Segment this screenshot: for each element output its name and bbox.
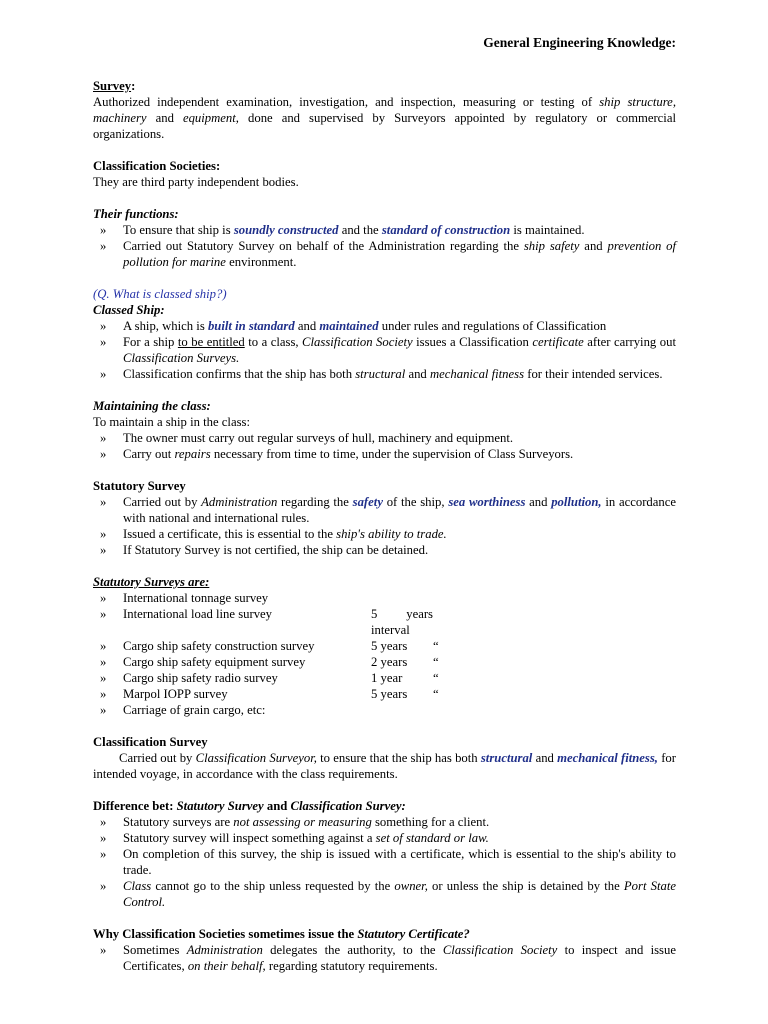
- survey-row: [93, 638, 676, 654]
- survey-definition: Authorized independent examination, investigation, and inspection, measuring or testing of ship structure, machinery and equipment, done and supervised by Surveyors appointed by regulatory or commercial organizations.: [93, 95, 676, 141]
- survey-row: [93, 590, 676, 606]
- classification-societies-heading: Classification Societies:: [93, 159, 221, 173]
- list-item: » The owner must carry out regular surveys of hull, machinery and equipment.: [93, 430, 676, 446]
- survey-ditto: “: [433, 639, 439, 653]
- survey-name: » Cargo ship safety equipment survey: [123, 655, 306, 669]
- survey-name: » Cargo ship safety construction survey: [123, 639, 315, 653]
- survey-row: [93, 702, 676, 718]
- survey-row: [93, 606, 676, 638]
- list-item: » On completion of this survey, the ship is issued with a certificate, which is essential to the ship's ability to trade.: [93, 846, 676, 878]
- maintaining-class-heading: Maintaining the class:: [93, 399, 211, 413]
- list-item: » Issued a certificate, this is essential to the ship's ability to trade.: [93, 526, 676, 542]
- statutory-survey-list: [93, 494, 676, 558]
- survey-row: [93, 686, 676, 702]
- survey-heading: Survey:: [93, 79, 136, 93]
- classification-survey-text: Carried out by Classification Surveyor, to ensure that the ship has both structural and mechanical fitness, for intended voyage, in accordance with the class requirements.: [93, 751, 677, 781]
- page-header: General Engineering Knowledge:: [483, 35, 676, 50]
- list-item: » Carried out Statutory Survey on behalf of the Administration regarding the ship safety and prevention of pollution for marine environment.: [93, 238, 676, 270]
- maintaining-class-intro: To maintain a ship in the class:: [93, 415, 250, 429]
- list-item: » Statutory survey will inspect something against a set of standard or law.: [93, 830, 676, 846]
- classification-survey-heading: Classification Survey: [93, 735, 208, 749]
- survey-name: » Cargo ship safety radio survey: [123, 671, 278, 685]
- survey-period: 5 years: [371, 639, 408, 653]
- statutory-survey-heading: Statutory Survey: [93, 479, 186, 493]
- statutory-surveys-heading: Statutory Surveys are:: [93, 575, 210, 589]
- list-item: » Carried out by Administration regarding the safety of the ship, sea worthiness and pollution, in accordance with national and international rules.: [93, 494, 676, 526]
- survey-name: » International load line survey: [123, 607, 273, 621]
- survey-row: [93, 654, 676, 670]
- survey-name: » International tonnage survey: [123, 591, 269, 605]
- list-item: » Statutory surveys are not assessing or measuring something for a client.: [93, 814, 676, 830]
- classed-ship-list: [93, 318, 676, 382]
- list-item: » If Statutory Survey is not certified, the ship can be detained.: [93, 542, 676, 558]
- list-item: » Sometimes Administration delegates the authority, to the Classification Society to inspect and issue Certificates, on their behalf, regarding statutory requirements.: [93, 942, 676, 974]
- maintaining-class-list: [93, 430, 676, 462]
- list-item: » Classification confirms that the ship has both structural and mechanical fitness for their intended services.: [93, 366, 676, 382]
- survey-period: 5 years: [371, 687, 408, 701]
- list-item: » Class cannot go to the ship unless requested by the owner, or unless the ship is detained by the Port State Control.: [93, 878, 676, 910]
- list-item: » To ensure that ship is soundly constructed and the standard of construction is maintained.: [93, 222, 676, 238]
- survey-period: 5 years interval: [371, 607, 433, 637]
- survey-ditto: “: [433, 655, 439, 669]
- functions-list: [93, 222, 676, 270]
- list-item: » A ship, which is built in standard and maintained under rules and regulations of Classification: [93, 318, 676, 334]
- survey-period: [371, 702, 433, 718]
- survey-row: [93, 670, 676, 686]
- difference-list: [93, 814, 676, 910]
- list-item: » For a ship to be entitled to a class, Classification Society issues a Classification certificate after carrying out Classification Surveys.: [93, 334, 676, 366]
- classed-ship-heading: Classed Ship:: [93, 303, 165, 317]
- why-heading: Why Classification Societies sometimes issue the Statutory Certificate?: [93, 927, 470, 941]
- survey-period: 1 year: [371, 671, 403, 685]
- why-list: [93, 942, 676, 974]
- classification-societies-text: They are third party independent bodies.: [93, 175, 299, 189]
- functions-heading: Their functions:: [93, 207, 179, 221]
- survey-period: 2 years: [371, 655, 408, 669]
- document-body: [93, 78, 676, 974]
- question-note: (Q. What is classed ship?): [93, 287, 227, 301]
- survey-period: [371, 590, 433, 606]
- statutory-surveys-list: [93, 590, 676, 718]
- survey-ditto: “: [433, 671, 439, 685]
- list-item: » Carry out repairs necessary from time to time, under the supervision of Class Surveyors.: [93, 446, 676, 462]
- survey-name: » Marpol IOPP survey: [123, 687, 228, 701]
- difference-heading: Difference bet: Statutory Survey and Classification Survey:: [93, 799, 406, 813]
- survey-name: » Carriage of grain cargo, etc:: [123, 703, 266, 717]
- survey-ditto: “: [433, 687, 439, 701]
